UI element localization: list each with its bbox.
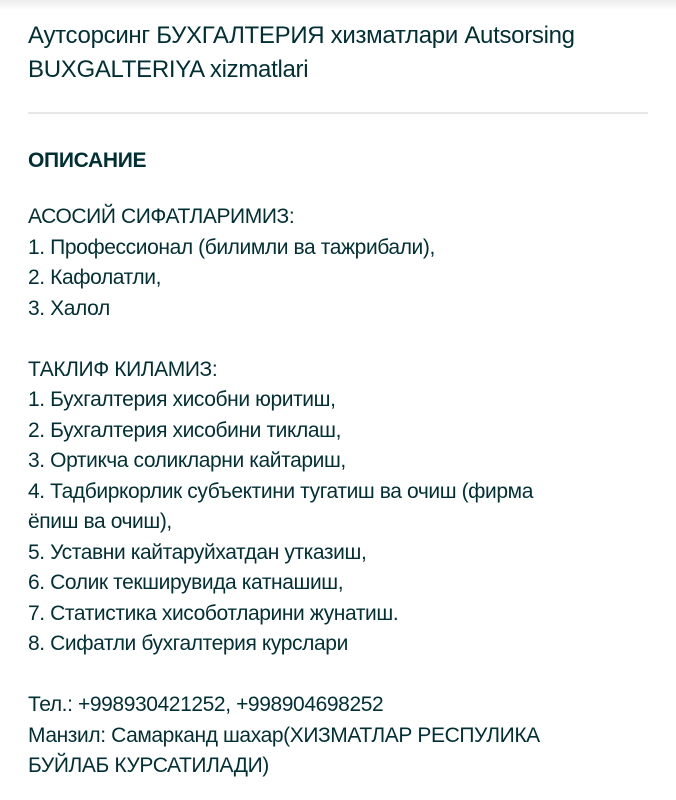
offer-item: 8. Сифатли бухгалтерия курслари (28, 632, 348, 655)
feature-item: 2. Кафолатли, (28, 266, 162, 289)
divider (28, 112, 648, 114)
ad-title: Аутсорсинг БУХГАЛТЕРИЯ хизматлари Autsorsing BUXGALTERIYA xizmatlari (28, 22, 575, 83)
spacer (28, 660, 653, 691)
offer-item: 7. Статистика хисоботларини жунатиш. (28, 601, 399, 625)
description-body (28, 202, 653, 782)
address-line: Манзил: Самарканд шахар(ХИЗМАТЛАР РЕСПУЛИКА (28, 723, 540, 747)
description-heading: ОПИСАНИЕ (28, 149, 147, 172)
offer-item: 3. Ортикча соликларни кайтариш, (28, 449, 346, 472)
header-shadow (0, 0, 676, 10)
address-line-continued: БУЙЛАБ КУРСАТИЛАДИ) (28, 754, 269, 777)
feature-item: 1. Профессионал (билимли ва тажрибали), (28, 235, 435, 259)
offer-item: 1. Бухгалтерия хисобни юритиш, (28, 388, 336, 411)
offer-item: 5. Уставни кайтаруйхатдан утказиш, (28, 540, 367, 564)
feature-item: 3. Халол (28, 296, 110, 320)
offers-heading: ТАКЛИФ КИЛАМИЗ: (28, 357, 218, 381)
offer-item: 4. Тадбиркорлик субъектини тугатиш ва очиш (фирма (28, 479, 533, 503)
phone-line: Тел.: +998930421252, +998904698252 (28, 693, 384, 716)
offer-item-continued: ёпиш ва очиш), (28, 510, 172, 533)
spacer (28, 324, 653, 355)
offer-item: 6. Солик текширувида катнашиш, (28, 571, 344, 594)
offer-item: 2. Бухгалтерия хисобини тиклаш, (28, 418, 342, 442)
features-heading: АСОСИЙ СИФАТЛАРИМИЗ: (28, 205, 295, 228)
